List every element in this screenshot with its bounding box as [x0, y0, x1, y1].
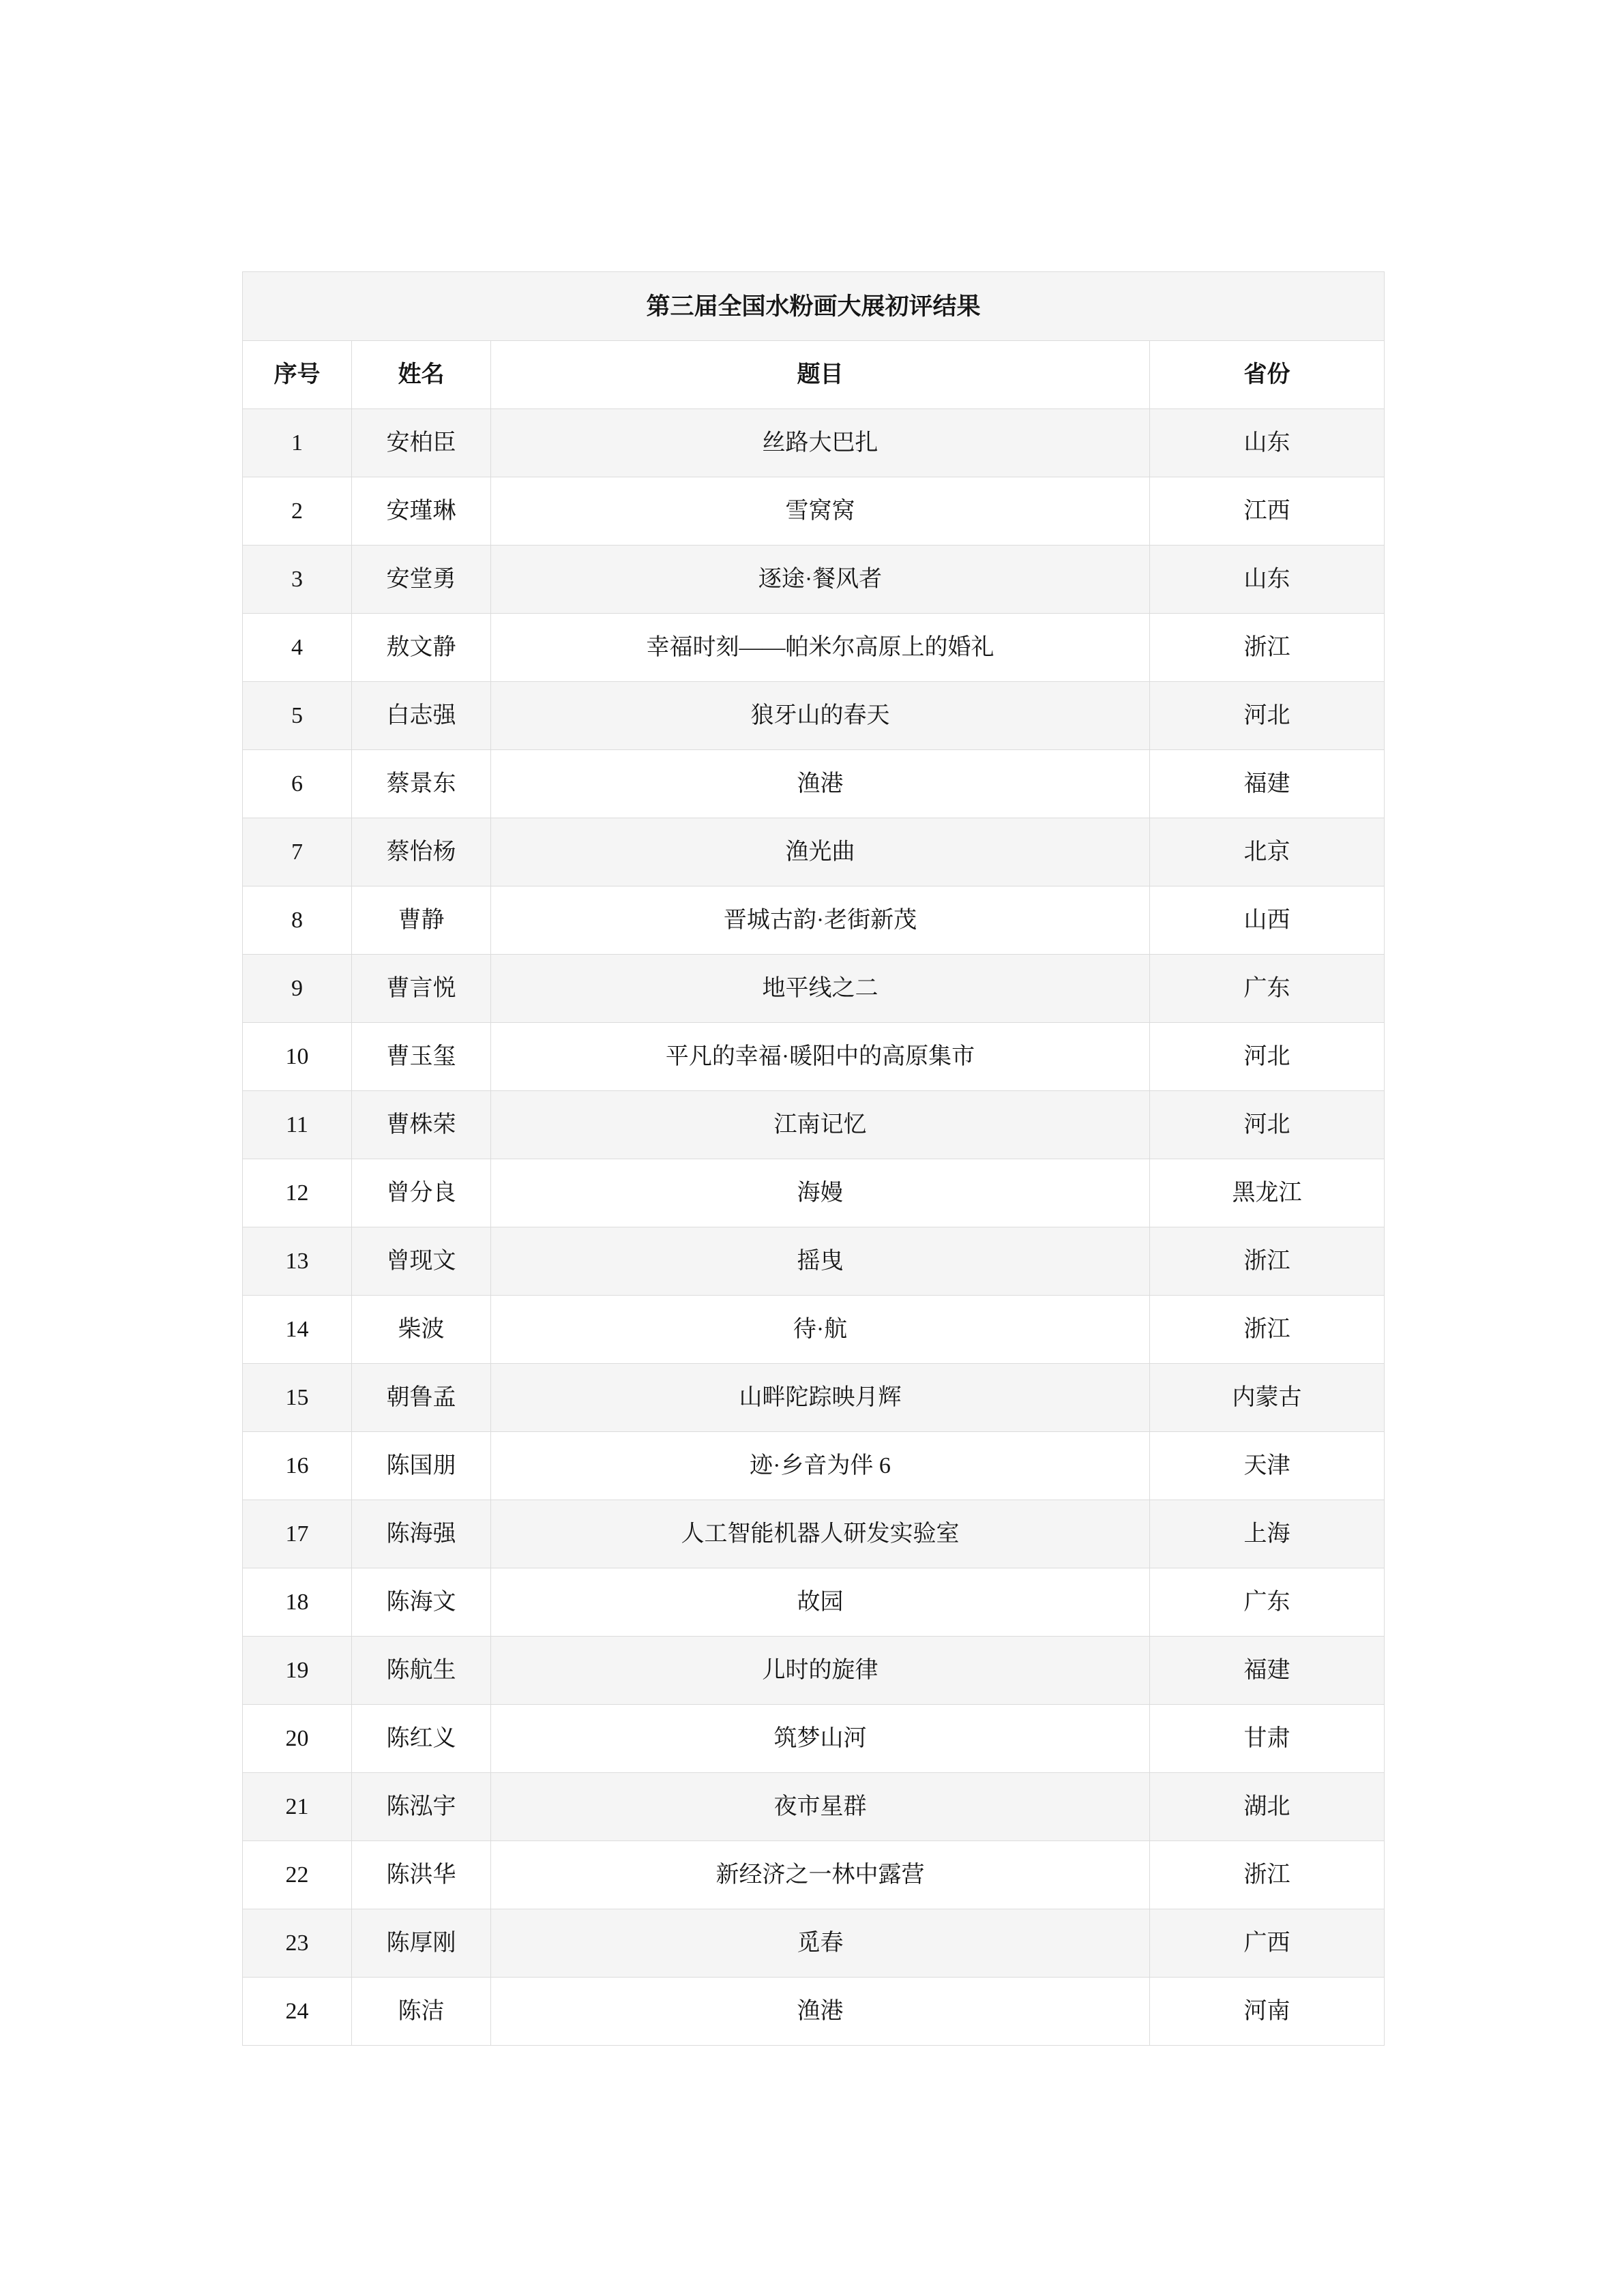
- table-row: [243, 1227, 1385, 1296]
- cell-province: 河北: [1150, 1091, 1385, 1159]
- cell-no: 14: [243, 1296, 352, 1364]
- cell-province: 福建: [1150, 750, 1385, 818]
- results-table: [242, 271, 1385, 2046]
- cell-no: 2: [243, 477, 352, 546]
- cell-name: 陈航生: [352, 1637, 491, 1705]
- cell-work: 江南记忆: [491, 1091, 1150, 1159]
- cell-name: 陈国朋: [352, 1432, 491, 1500]
- cell-name: 安堂勇: [352, 546, 491, 614]
- cell-province: 浙江: [1150, 1227, 1385, 1296]
- cell-no: 9: [243, 955, 352, 1023]
- cell-name: 陈洪华: [352, 1841, 491, 1909]
- table-row: [243, 682, 1385, 750]
- table-header-row: [243, 341, 1385, 409]
- cell-province: 山东: [1150, 409, 1385, 477]
- cell-province: 天津: [1150, 1432, 1385, 1500]
- cell-name: 敖文静: [352, 614, 491, 682]
- cell-province: 浙江: [1150, 1841, 1385, 1909]
- table-row: [243, 955, 1385, 1023]
- cell-name: 陈厚刚: [352, 1909, 491, 1978]
- cell-no: 4: [243, 614, 352, 682]
- cell-work: 平凡的幸福·暖阳中的高原集市: [491, 1023, 1150, 1091]
- cell-work: 夜市星群: [491, 1773, 1150, 1841]
- cell-no: 20: [243, 1705, 352, 1773]
- cell-no: 24: [243, 1978, 352, 2046]
- cell-province: 河北: [1150, 1023, 1385, 1091]
- cell-province: 浙江: [1150, 1296, 1385, 1364]
- cell-name: 朝鲁孟: [352, 1364, 491, 1432]
- cell-work: 故园: [491, 1568, 1150, 1637]
- table-row: [243, 750, 1385, 818]
- cell-work: 迹·乡音为伴 6: [491, 1432, 1150, 1500]
- cell-no: 23: [243, 1909, 352, 1978]
- cell-no: 8: [243, 886, 352, 955]
- cell-work: 雪窝窝: [491, 477, 1150, 546]
- cell-work: 渔港: [491, 750, 1150, 818]
- cell-work: 新经济之一林中露营: [491, 1841, 1150, 1909]
- cell-work: 狼牙山的春天: [491, 682, 1150, 750]
- cell-name: 柴波: [352, 1296, 491, 1364]
- cell-name: 曾现文: [352, 1227, 491, 1296]
- cell-name: 陈泓宇: [352, 1773, 491, 1841]
- cell-work: 儿时的旋律: [491, 1637, 1150, 1705]
- cell-work: 晋城古韵·老街新茂: [491, 886, 1150, 955]
- column-header-name: 姓名: [352, 341, 491, 409]
- cell-work: 山畔陀踪映月辉: [491, 1364, 1150, 1432]
- cell-name: 白志强: [352, 682, 491, 750]
- table-row: [243, 477, 1385, 546]
- cell-province: 广东: [1150, 1568, 1385, 1637]
- cell-work: 逐途·餐风者: [491, 546, 1150, 614]
- cell-work: 丝路大巴扎: [491, 409, 1150, 477]
- table-row: [243, 1500, 1385, 1568]
- cell-name: 曹株荣: [352, 1091, 491, 1159]
- cell-work: 幸福时刻——帕米尔高原上的婚礼: [491, 614, 1150, 682]
- cell-work: 觅春: [491, 1909, 1150, 1978]
- table-row: [243, 409, 1385, 477]
- cell-name: 曹静: [352, 886, 491, 955]
- cell-province: 山东: [1150, 546, 1385, 614]
- cell-province: 湖北: [1150, 1773, 1385, 1841]
- cell-province: 河南: [1150, 1978, 1385, 2046]
- cell-name: 曹言悦: [352, 955, 491, 1023]
- table-row: [243, 546, 1385, 614]
- cell-name: 陈海强: [352, 1500, 491, 1568]
- cell-work: 摇曳: [491, 1227, 1150, 1296]
- table-row: [243, 1637, 1385, 1705]
- cell-name: 安瑾琳: [352, 477, 491, 546]
- cell-no: 12: [243, 1159, 352, 1227]
- table-row: [243, 1091, 1385, 1159]
- cell-work: 地平线之二: [491, 955, 1150, 1023]
- table-row: [243, 614, 1385, 682]
- cell-no: 1: [243, 409, 352, 477]
- cell-no: 10: [243, 1023, 352, 1091]
- cell-no: 18: [243, 1568, 352, 1637]
- table-row: [243, 1296, 1385, 1364]
- table-row: [243, 1364, 1385, 1432]
- table-row: [243, 1978, 1385, 2046]
- cell-no: 13: [243, 1227, 352, 1296]
- column-header-work: 题目: [491, 341, 1150, 409]
- cell-work: 人工智能机器人研发实验室: [491, 1500, 1150, 1568]
- cell-work: 渔港: [491, 1978, 1150, 2046]
- cell-name: 曾分良: [352, 1159, 491, 1227]
- cell-name: 曹玉玺: [352, 1023, 491, 1091]
- column-header-province: 省份: [1150, 341, 1385, 409]
- cell-province: 上海: [1150, 1500, 1385, 1568]
- cell-province: 黑龙江: [1150, 1159, 1385, 1227]
- table-row: [243, 1909, 1385, 1978]
- cell-name: 陈红义: [352, 1705, 491, 1773]
- cell-no: 15: [243, 1364, 352, 1432]
- cell-name: 安柏臣: [352, 409, 491, 477]
- table-row: [243, 1023, 1385, 1091]
- cell-name: 蔡怡杨: [352, 818, 491, 886]
- cell-province: 山西: [1150, 886, 1385, 955]
- cell-province: 广东: [1150, 955, 1385, 1023]
- table-row: [243, 1159, 1385, 1227]
- cell-no: 7: [243, 818, 352, 886]
- cell-province: 江西: [1150, 477, 1385, 546]
- cell-province: 内蒙古: [1150, 1364, 1385, 1432]
- table-row: [243, 1773, 1385, 1841]
- cell-no: 21: [243, 1773, 352, 1841]
- cell-work: 筑梦山河: [491, 1705, 1150, 1773]
- cell-province: 浙江: [1150, 614, 1385, 682]
- cell-work: 待·航: [491, 1296, 1150, 1364]
- cell-province: 广西: [1150, 1909, 1385, 1978]
- cell-province: 福建: [1150, 1637, 1385, 1705]
- cell-no: 17: [243, 1500, 352, 1568]
- cell-province: 甘肃: [1150, 1705, 1385, 1773]
- cell-no: 3: [243, 546, 352, 614]
- cell-name: 陈洁: [352, 1978, 491, 2046]
- table-row: [243, 818, 1385, 886]
- cell-province: 北京: [1150, 818, 1385, 886]
- table-row: [243, 1705, 1385, 1773]
- cell-name: 蔡景东: [352, 750, 491, 818]
- table-row: [243, 1841, 1385, 1909]
- cell-work: 渔光曲: [491, 818, 1150, 886]
- column-header-no: 序号: [243, 341, 352, 409]
- table-row: [243, 1568, 1385, 1637]
- table-title-row: [243, 272, 1385, 341]
- table-row: [243, 886, 1385, 955]
- cell-work: 海嫚: [491, 1159, 1150, 1227]
- cell-no: 16: [243, 1432, 352, 1500]
- cell-no: 22: [243, 1841, 352, 1909]
- cell-province: 河北: [1150, 682, 1385, 750]
- cell-no: 5: [243, 682, 352, 750]
- cell-no: 6: [243, 750, 352, 818]
- cell-no: 19: [243, 1637, 352, 1705]
- table-row: [243, 1432, 1385, 1500]
- cell-name: 陈海文: [352, 1568, 491, 1637]
- page-title: 第三届全国水粉画大展初评结果: [243, 272, 1385, 341]
- cell-no: 11: [243, 1091, 352, 1159]
